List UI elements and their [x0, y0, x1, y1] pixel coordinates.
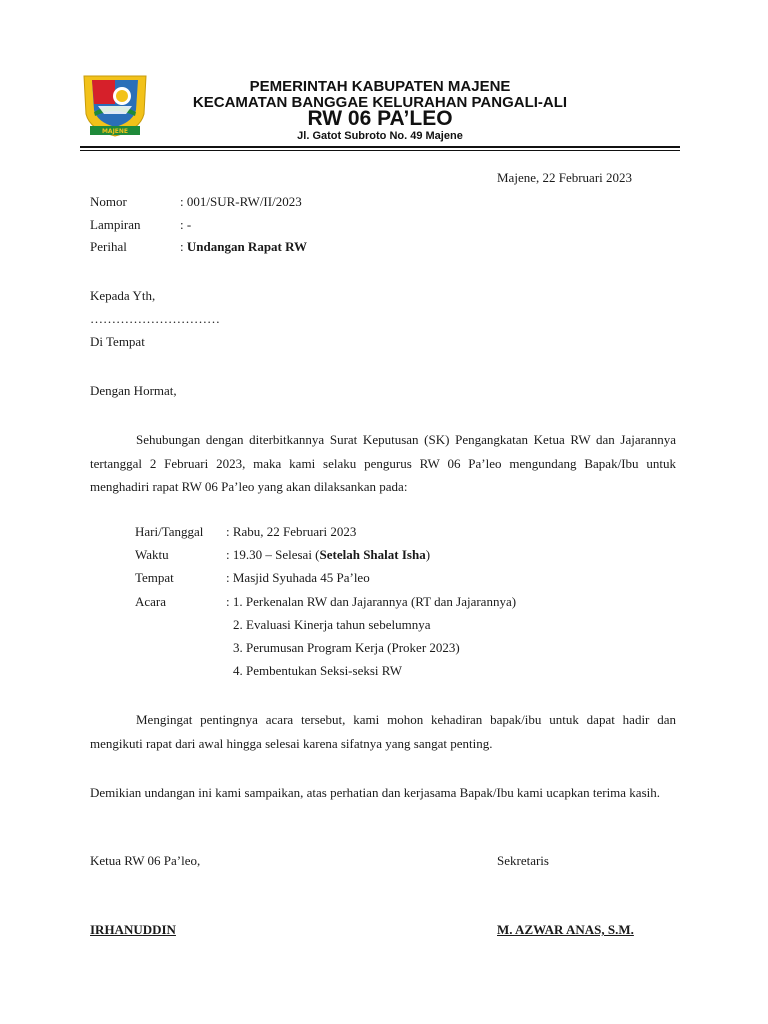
detail-place-label: Tempat [135, 570, 174, 585]
detail-time-label: Waktu [135, 547, 169, 562]
signature-right-title: Sekretaris [497, 853, 549, 868]
agenda-item-3: 3. Perumusan Program Kerja (Proker 2023) [233, 640, 460, 655]
recipient-greeting: Kepada Yth, [90, 288, 156, 303]
body-paragraph-2 [90, 708, 676, 755]
detail-day-label: Hari/Tanggal [135, 524, 204, 539]
detail-time-suffix: ) [425, 547, 431, 562]
body-paragraph-1 [90, 428, 676, 499]
meta-perihal-colon: : [180, 239, 187, 254]
detail-time-bold: Setelah Shalat Isha [319, 547, 426, 562]
letterhead-rule-thick [80, 146, 680, 148]
meta-nomor-value: : 001/SUR-RW/II/2023 [180, 194, 302, 209]
recipient-name-placeholder: ………………………… [90, 311, 220, 326]
meta-perihal-value [180, 239, 307, 255]
detail-day-value: : Rabu, 22 Februari 2023 [226, 524, 357, 539]
letterhead-government: PEMERINTAH KABUPATEN MAJENE [249, 78, 511, 95]
meta-perihal-subject: Undangan Rapat RW [186, 239, 308, 254]
agenda-item-1: : 1. Perkenalan RW dan Jajarannya (RT dan Jajarannya) [226, 594, 517, 609]
body-paragraph-3-text: Demikian undangan ini kami sampaikan, atas perhatian dan kerjasama Bapak/Ibu kami ucapkan terima kasih. [90, 785, 661, 800]
detail-time-value [226, 547, 430, 563]
recipient-place: Di Tempat [90, 334, 145, 349]
meta-perihal-label: Perihal [90, 239, 127, 254]
agenda-item-2: 2. Evaluasi Kinerja tahun sebelumnya [233, 617, 431, 632]
majene-emblem-logo [78, 70, 152, 140]
letter-date: Majene, 22 Februari 2023 [497, 170, 633, 185]
detail-time-prefix: : 19.30 – Selesai ( [226, 547, 320, 562]
signature-right-name: M. AZWAR ANAS, S.M. [497, 922, 634, 937]
body-paragraph-3 [90, 781, 676, 805]
meta-lampiran-label: Lampiran [90, 217, 141, 232]
salutation: Dengan Hormat, [90, 383, 177, 398]
signature-left-title: Ketua RW 06 Pa’leo, [90, 853, 201, 868]
detail-place-value: : Masjid Syuhada 45 Pa’leo [226, 570, 370, 585]
letterhead-address: Jl. Gatot Subroto No. 49 Majene [297, 130, 463, 142]
meta-lampiran-value: : - [180, 217, 192, 232]
detail-agenda-label: Acara [135, 594, 167, 609]
body-paragraph-2-text: Mengingat pentingnya acara tersebut, kami mohon kehadiran bapak/ibu untuk dapat hadir dan mengikuti rapat dari awal hingga selesai karena sifatnya yang sangat penting. [90, 712, 676, 751]
body-paragraph-1-text: Sehubungan dengan diterbitkannya Surat Keputusan (SK) Pengangkatan Ketua RW dan Jajarannya tertanggal 2 Februari 2023, maka kami selaku pengurus RW 06 Pa’leo mengundang Bapak/Ibu untuk menghadiri rapat RW 06 Pa’leo yang akan dilaksankan pada: [90, 432, 676, 494]
signature-left-name: IRHANUDDIN [90, 922, 176, 937]
meta-nomor-label: Nomor [90, 194, 127, 209]
letterhead-rule-thin [80, 150, 680, 151]
agenda-item-4: 4. Pembentukan Seksi-seksi RW [233, 663, 402, 678]
letterhead-district: KECAMATAN BANGGAE KELURAHAN PANGALI-ALI [192, 94, 568, 111]
svg-text:MAJENE: MAJENE [101, 128, 129, 135]
letterhead-rw: RW 06 PA’LEO [307, 107, 453, 130]
